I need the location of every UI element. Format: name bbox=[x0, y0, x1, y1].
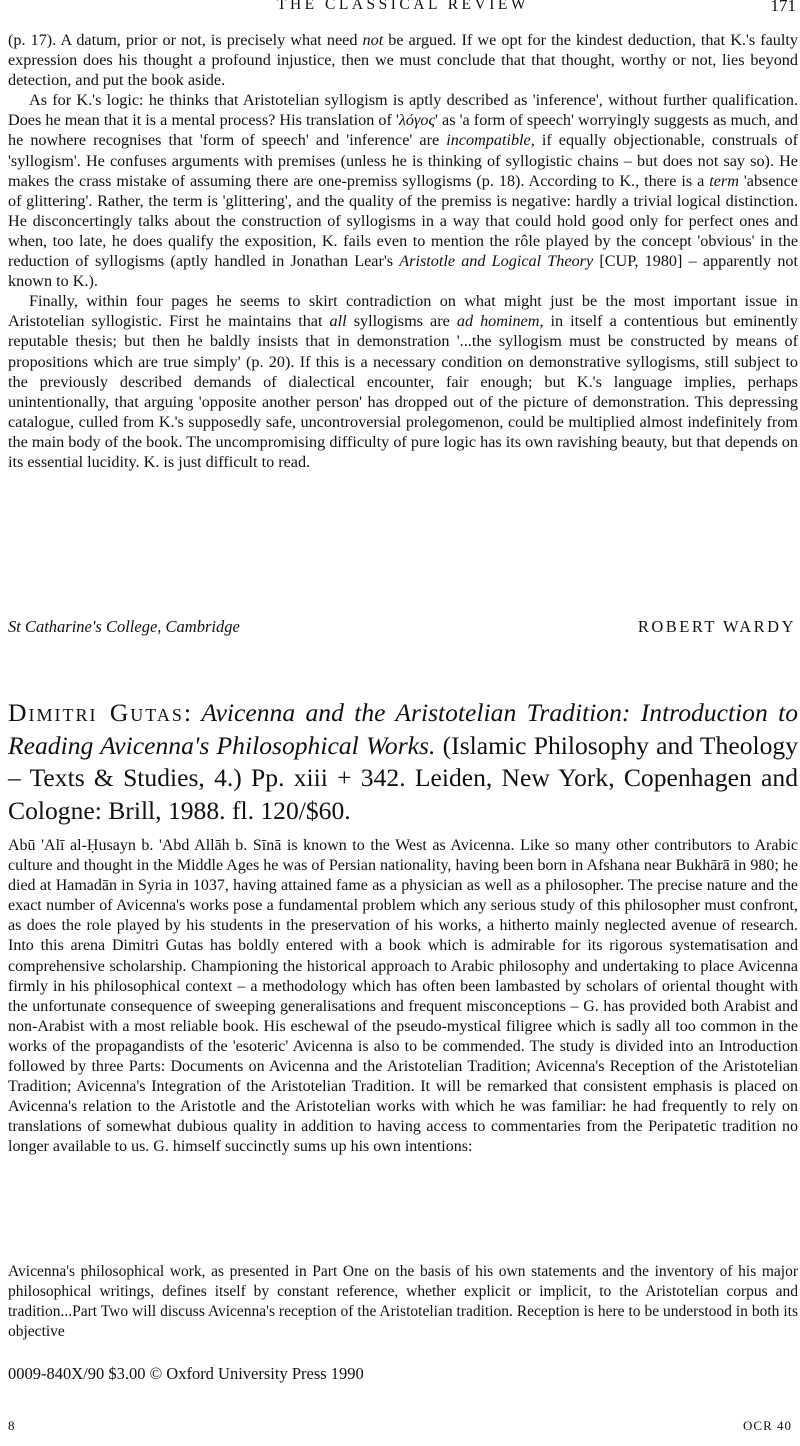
block-quote-text: Avicenna's philosophical work, as presented in Part One on the basis of his own statements and the inventory of his major philosophical writings, defines itself by constant reference, whether explicit or implicit, to the Aristotelian corpus and tradition...Part Two will discuss Avicenna's reception of the Aristotelian tradition. Reception is here to be understood in both its objective bbox=[8, 1263, 798, 1340]
journal-name: THE CLASSICAL REVIEW bbox=[277, 0, 529, 13]
review-2-paragraph-1: Abū 'Alī al-Ḥusayn b. 'Abd Allāh b. Sīnā is known to the West as Avicenna. Like so many other contributors to Arabic culture and thought in the Middle Ages he was of Persian nationality, having been born in Afshana near Bukhārā in 980; he died at Hamadān in Syria in 1037, having attained fame as a physician as well as a philosopher. The precise nature and the exact number of Avicenna's works pose a fundamental problem which any serious study of this philosopher must confront, as does the role played by his students in the preservation of his works, a hitherto mainly neglected avenue of research. Into this arena Dimitri Gutas has boldly entered with a book which is admirable for its rigorous systematisation and comprehensive scholarship. Championing the historical approach to Arabic philosophy and undertaking to place Avicenna firmly in his philosophical context – a methodology which has often been lambasted by scholars of oriental thought with the unfortunate consequence of sweeping generalisations and frequent misconceptions – G. has provided both Arabist and non-Arabist with a most reliable book. His eschewal of the pseudo-mystical filigree which is sadly all too common in the works of the propagandists of the 'esoteric' Avicenna is also to be commended. The study is divided into an Introduction followed by three Parts: Documents on Avicenna and the Aristotelian Tradition; Avicenna's Reception of the Aristotelian Tradition; Avicenna's Integration of the Aristotelian Tradition. It will be remarked that consistent emphasis is placed on Avicenna's relation to the Aristotle and the Aristotelian works with which he was familiar: he had frequently to rely on translations of somewhat dubious quality in addition to having access to commentaries from the Peripatetic tradition no longer available to us. G. himself succinctly sums up his own intentions: bbox=[8, 837, 798, 1156]
review-1-paragraph-1: (p. 17). A datum, prior or not, is precisely what need not be argued. If we opt for the kindest deduction, that K.'s faulty expression does his thought a profound injustice, then we must conclude that that thought, worthy or not, lies beyond detection, and put the book aside. bbox=[8, 31, 798, 90]
footer-left: 8 bbox=[8, 1418, 15, 1433]
running-head bbox=[8, 0, 798, 22]
review-1-text bbox=[8, 30, 798, 472]
review-1-paragraph-2: As for K.'s logic: he thinks that Aristotelian syllogism is aptly described as 'inference', without further qualification. Does he mean that it is a mental process? His translation of 'λόγος' as 'a form of speech' worryingly suggests as much, and he nowhere recognises that 'form of speech' and 'inference' are incompatible, if equally objectionable, construals of 'syllogism'. He confuses arguments with premises (unless he is thinking of syllogistic chains – but does not say so). He makes the crass mistake of assuming there are one-premiss syllogisms (p. 18). According to K., there is a term 'absence of glittering'. Rather, the term is 'glittering', and the quality of the premiss is negative: hardly a trivial logical distinction. He disconcertingly talks about the construction of syllogisms in a way that could hold good only for perfect ones and when, too late, he does qualify the exposition, K. fails even to mention the rôle played by the concept 'obvious' in the reduction of syllogisms (aptly handled in Jonathan Lear's Aristotle and Logical Theory [CUP, 1980] – apparently not known to K.). bbox=[8, 91, 799, 291]
book-author: Dimitri Gutas bbox=[8, 698, 184, 727]
book-details: (Islamic Philosophy and Theology – Texts & Studies, 4.) Pp. xiii + 342. Leiden, New York, Copenhagen and Cologne: Brill, 1988. fl. 120/$60. bbox=[8, 730, 798, 825]
review-2-text bbox=[8, 836, 798, 1158]
copyright-line: 0009-840X/90 $3.00 © Oxford University Press 1990 bbox=[8, 1364, 364, 1383]
review-1-signature bbox=[8, 617, 798, 641]
footer-right: OCR 40 bbox=[743, 1418, 792, 1433]
reviewer-affiliation: St Catharine's College, Cambridge bbox=[8, 617, 240, 636]
reviewer-name: ROBERT WARDY bbox=[637, 617, 796, 636]
book-title: Avicenna and the Aristotelian Tradition: Introduction to Reading Avicenna's Philosophical Works. bbox=[8, 698, 799, 760]
page-footer bbox=[8, 1418, 798, 1438]
page-number: 171 bbox=[770, 0, 796, 15]
review-1-paragraph-3: Finally, within four pages he seems to skirt contradiction on what might just be the most important issue in Aristotelian syllogistic. First he maintains that all syllogisms are ad hominem, in itself a contentious but eminently reputable thesis; but then he baldly insists that in demonstration '...the syllogism must be constructed by means of propositions which are true simply' (p. 20). If this is a necessary condition on demonstrative syllogisms, still subject to the previously described demands of dialectical encounter, fair enough; but K.'s language implies, perhaps unintentionally, that arguing 'opposite another person' has dropped out of the picture of demonstration. This depressing catalogue, culled from K.'s supposedly safe, uncontroversial prolegomenon, could be multiplied almost indefinitely from the main body of the book. The uncompromising difficulty of pure logic has its own ravishing beauty, but that depends on its essential lucidity. K. is just difficult to read. bbox=[8, 292, 799, 471]
review-2-heading: Dimitri Gutas: Avicenna and the Aristotelian Tradition: Introduction to Reading Avicenna's Philosophical Works. (Islamic Philosophy and Theology – Texts & Studies, 4.) Pp. xiii + 342. Leiden, New York, Copenhagen and Cologne: Brill, 1988. fl. 120/$60. bbox=[8, 698, 799, 825]
block-quote bbox=[8, 1262, 798, 1342]
